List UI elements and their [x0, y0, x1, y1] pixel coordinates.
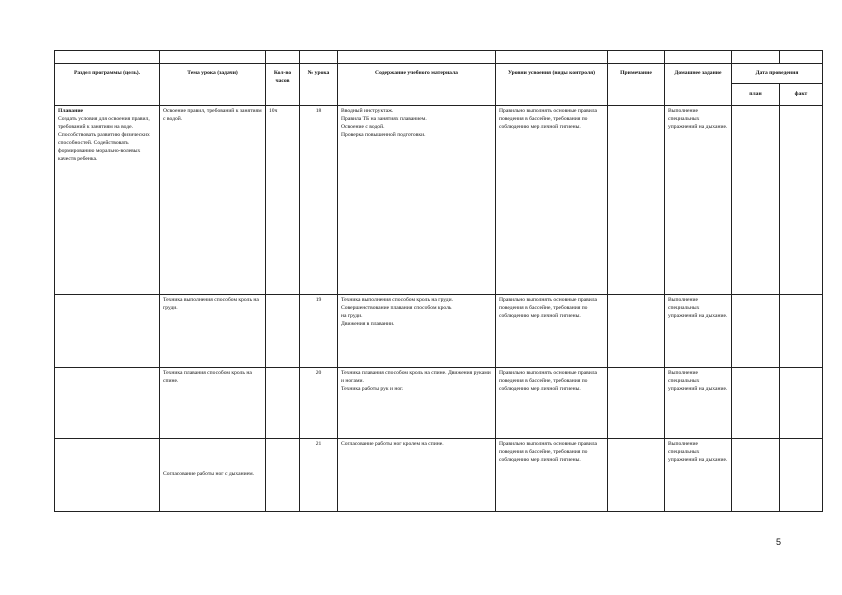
content-line: Согласование работы ног кролем на спине.: [341, 441, 444, 447]
lesson-number-cell: 19: [300, 295, 338, 368]
levels-cell: Правильно выполнять основные правила поведения в бассейне, требования по соблюдению мер личной гигиены.: [496, 368, 608, 439]
levels-cell: Правильно выполнять основные правила поведения в бассейне, требования по соблюдению мер личной гигиены.: [496, 439, 608, 512]
section-cell: [55, 439, 160, 512]
homework-cell: Выполнение специальных упражнений на дыхание.: [665, 295, 732, 368]
lesson-number-cell: 20: [300, 368, 338, 439]
plan-cell: [732, 368, 780, 439]
section-cell: [55, 368, 160, 439]
section-title: Плавание: [58, 108, 84, 114]
note-cell: [608, 439, 665, 512]
hours-cell: [266, 295, 300, 368]
content-line: Движения в плавании.: [341, 320, 395, 327]
section-text: Создать условия для освоения правил, требований к занятиям на воде. Способствовать развитию физических способностей. Содействовать формированию морально-волевых качеств ребенка.: [58, 115, 150, 162]
content-line: Техника работы рук и ног.: [341, 385, 404, 392]
note-cell: [608, 368, 665, 439]
topic-cell: Согласование работы ног с дыханием.: [160, 439, 266, 512]
fact-cell: [780, 439, 823, 512]
table-row: [55, 439, 823, 512]
header-row: [55, 64, 823, 84]
header-homework: Домашнее задание: [665, 64, 732, 106]
content-line: Проверка повышенной подготовки.: [341, 131, 426, 138]
plan-cell: [732, 106, 780, 295]
header-plan: план: [732, 84, 780, 106]
hours-cell: [266, 439, 300, 512]
section-cell: [55, 295, 160, 368]
header-hours: Кол-во часов: [266, 64, 300, 106]
hours-cell: [266, 368, 300, 439]
note-cell: [608, 295, 665, 368]
hours-cell: 10ч: [266, 106, 300, 295]
header-levels: Уровни усвоения (виды контроля): [496, 64, 608, 106]
homework-cell: Выполнение специальных упражнений на дыхание.: [665, 368, 732, 439]
header-note: Примечание: [608, 64, 665, 106]
topic-cell: Освоение правил, требований к занятиям с водой.: [160, 106, 266, 295]
table-row: [55, 295, 823, 368]
header-date: Дата проведения: [732, 64, 823, 84]
content-cell: [338, 295, 496, 368]
header-section: Раздел программы (цель).: [55, 64, 160, 106]
topic-cell: Техника плавания способом кроль на спине.: [160, 368, 266, 439]
content-line: на груди.: [341, 312, 363, 319]
fact-cell: [780, 106, 823, 295]
lesson-number-cell: 21: [300, 439, 338, 512]
header-lesson-number: № урока: [300, 64, 338, 106]
levels-cell: Правильно выполнять основные правила поведения в бассейне, требования по соблюдению мер личной гигиены.: [496, 295, 608, 368]
homework-cell: Выполнение специальных упражнений на дыхание.: [665, 106, 732, 295]
levels-cell: Правильно выполнять основные правила поведения в бассейне, требования по соблюдению мер личной гигиены.: [496, 106, 608, 295]
table-row: [55, 368, 823, 439]
content-cell: [338, 106, 496, 295]
content-line: Техника плавания способом кроль на спине. Движения руками и ногами.: [341, 370, 491, 384]
page-number: 5: [776, 537, 782, 547]
fact-cell: [780, 295, 823, 368]
table-row: [55, 106, 823, 295]
blank-top-row: [55, 51, 823, 64]
content-line: Правила ТБ на занятиях плаванием.: [341, 115, 427, 122]
lesson-plan-table: [54, 50, 823, 512]
header-fact: факт: [780, 84, 823, 106]
header-content: Содержание учебного материала: [338, 64, 496, 106]
plan-cell: [732, 439, 780, 512]
content-line: Вводный инструктаж.: [341, 108, 394, 114]
content-line: Освоение с водой.: [341, 123, 385, 130]
topic-cell: Техника выполнения способом кроль на груди.: [160, 295, 266, 368]
content-cell: [338, 368, 496, 439]
note-cell: [608, 106, 665, 295]
section-cell: [55, 106, 160, 295]
homework-cell: Выполнение специальных упражнений на дыхание.: [665, 439, 732, 512]
content-cell: [338, 439, 496, 512]
header-topic: Тема урока (задачи): [160, 64, 266, 106]
content-line: Техника выполнения способом кроль на груди. Совершенствование плавания способом кроль: [341, 297, 453, 311]
lesson-number-cell: 18: [300, 106, 338, 295]
fact-cell: [780, 368, 823, 439]
plan-cell: [732, 295, 780, 368]
